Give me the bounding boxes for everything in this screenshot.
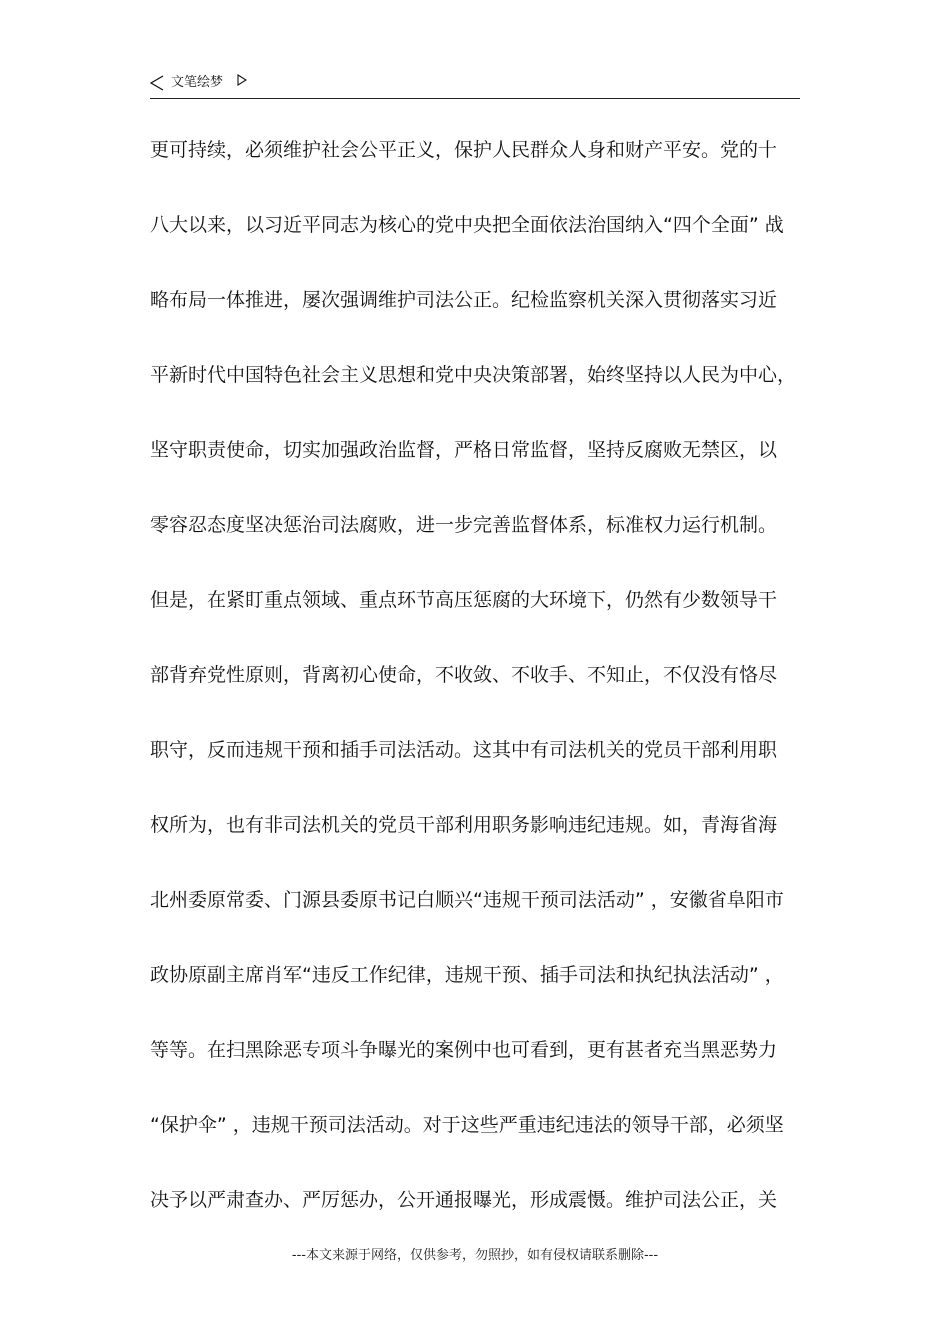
text-line: 但是，在紧盯重点领域、重点环节高压惩腐的大环境下，仍然有少数领导干 <box>150 589 778 611</box>
text-line: 权所为，也有非司法机关的党员干部利用职务影响违纪违规。如，青海省海 <box>150 814 778 836</box>
text-line: 决予以严肃查办、严厉惩办，公开通报曝光，形成震慑。维护司法公正，关 <box>150 1189 778 1211</box>
page-footer: ---本文来源于网络，仅供参考，勿照抄，如有侵权请联系删除--- <box>291 1248 659 1263</box>
triangle-right-icon <box>237 74 247 86</box>
text-line: 略布局一体推进，屡次强调维护司法公正。纪检监察机关深入贯彻落实习近 <box>150 289 778 311</box>
text-line: 更可持续，必须维护社会公平正义，保护人民群众人身和财产平安。党的十 <box>150 139 778 161</box>
text-line: 北州委原常委、门源县委原书记白顺兴“违规干预司法活动” ，安徽省阜阳市 <box>150 889 784 911</box>
text-line: 八大以来，以习近平同志为核心的党中央把全面依法治国纳入“四个全面” 战 <box>150 214 784 236</box>
text-line: “保护伞” ，违规干预司法活动。对于这些严重违纪违法的领导干部，必须坚 <box>150 1114 784 1136</box>
text-line: 零容忍态度坚决惩治司法腐败，进一步完善监督体系，标准权力运行机制。 <box>150 514 778 536</box>
text-line: 政协原副主席肖军“违反工作纪律，违规干预、插手司法和执纪执法活动” ， <box>150 964 784 986</box>
page-header <box>150 72 800 99</box>
text-line: 等等。在扫黑除恶专项斗争曝光的案例中也可看到，更有甚者充当黑恶势力 <box>150 1039 778 1061</box>
header-title: 文笔绘梦 <box>171 75 224 90</box>
text-line: 部背弃党性原则，背离初心使命，不收敛、不收手、不知止，不仅没有恪尽 <box>150 664 778 686</box>
body-text <box>150 128 800 1253</box>
triangle-left-icon <box>150 75 164 91</box>
text-line: 职守，反而违规干预和插手司法活动。这其中有司法机关的党员干部利用职 <box>150 739 778 761</box>
text-line: 平新时代中国特色社会主义思想和党中央决策部署，始终坚持以人民为中心， <box>150 364 797 386</box>
text-line: 坚守职责使命，切实加强政治监督，严格日常监督，坚持反腐败无禁区，以 <box>150 439 778 461</box>
